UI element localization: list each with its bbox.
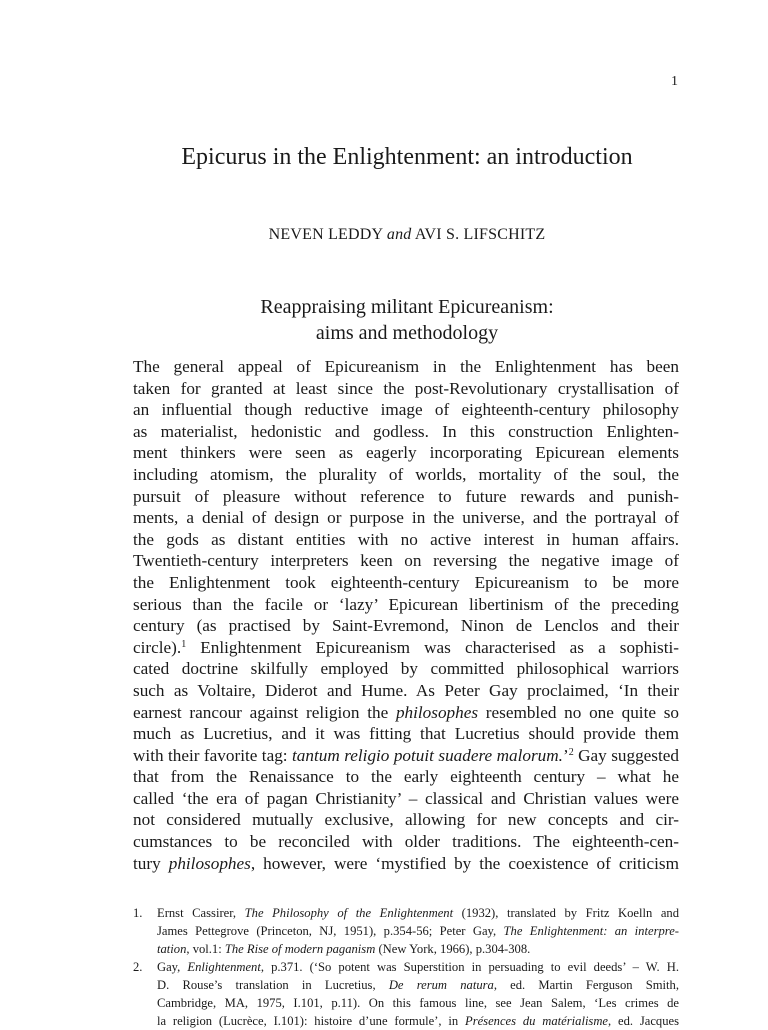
chapter-title: Epicurus in the Enlightenment: an introduction xyxy=(181,144,633,170)
text-run: circle). xyxy=(133,637,182,657)
latin-quotation: tantum religio potuit suadere malorum. xyxy=(292,745,563,765)
text-line: called ‘the era of pagan Christianity’ – classical and Christian values were xyxy=(133,788,679,808)
text-run: Ernst Cassirer, xyxy=(157,906,245,920)
text-line: The general appeal of Epicureanism in the Enlightenment has been xyxy=(133,357,679,376)
text-run: (1932), translated by Fritz Koelln and xyxy=(453,906,680,920)
text-line: the Enlightenment took eighteenth-century Epicureanism to be more xyxy=(133,572,679,592)
text-line: taken for granted at least since the post-Revolutionary crystallisation of xyxy=(133,378,679,398)
section-heading xyxy=(60,294,754,346)
book-title: The Philosophy of the Enlightenment xyxy=(244,906,454,920)
chapter-authors xyxy=(60,226,754,244)
text-line: century (as practised by Saint-Evremond, Ninon de Lenclos and their xyxy=(133,616,679,636)
text-run: ’ xyxy=(562,745,569,765)
text-line xyxy=(133,745,679,767)
text-line: not considered mutually exclusive, allowing for new concepts and cir- xyxy=(133,810,679,830)
text-line: the gods as distant entities with no active interest in human affairs. xyxy=(133,529,679,549)
text-run: , vol.1: xyxy=(186,942,225,956)
text-run: tury xyxy=(133,853,169,873)
author-name: AVI S. LIFSCHITZ xyxy=(414,226,546,243)
text-run: Gay, xyxy=(157,960,188,974)
text-run: , p.371. (‘So potent was Superstition in persuading to evil deeds’ – W. H. xyxy=(260,960,680,974)
footnote-2 xyxy=(133,958,679,1030)
page-number: 1 xyxy=(671,74,678,89)
text-line: that from the Renaissance to the early eighteenth century – what he xyxy=(133,767,679,787)
text-run: resembled no one quite so xyxy=(478,702,679,722)
section-heading-line: Reappraising militant Epicureanism: xyxy=(260,296,554,318)
footnote-line: Cambridge, MA, 1975, I.101, p.11). On this famous line, see Jean Salem, ‘Les crimes de xyxy=(157,996,679,1010)
text-line: serious than the facile or ‘lazy’ Epicurean libertinism of the preceding xyxy=(133,594,679,614)
text-run: Enlightenment Epicureanism was characterised as a sophisti- xyxy=(186,637,679,657)
text-run: , ed. Martin Ferguson Smith, xyxy=(493,978,679,992)
footnote-number: 2. xyxy=(133,960,143,974)
author-name: NEVEN LEDDY xyxy=(268,226,383,243)
book-title: The Rise of modern paganism xyxy=(224,942,376,956)
book-title: tation xyxy=(157,942,187,956)
text-run: (New York, 1966), p.304-308. xyxy=(375,942,531,956)
footnote-ref[interactable]: 1 xyxy=(181,638,187,650)
text-run: , however, were ‘mystified by the coexistence of criticism xyxy=(250,853,679,873)
book-title: Présences du matérialisme xyxy=(465,1014,609,1028)
section-heading-line: aims and methodology xyxy=(315,322,499,344)
text-run: with their favorite tag: xyxy=(133,745,293,765)
footnotes xyxy=(133,904,679,1030)
text-run: Gay suggested xyxy=(573,745,679,765)
italic-term: philosophes xyxy=(168,853,251,873)
italic-term: philosophes xyxy=(395,702,479,722)
footnote-line xyxy=(157,904,679,922)
book-title: Enlightenment xyxy=(187,960,261,974)
text-line xyxy=(133,702,679,724)
text-line: pursuit of pleasure without reference to future rewards and punish- xyxy=(133,486,679,506)
footnote-ref[interactable]: 2 xyxy=(568,746,574,758)
text-line: such as Voltaire, Diderot and Hume. As Peter Gay proclaimed, ‘In their xyxy=(133,680,679,700)
footnote-line xyxy=(157,940,679,958)
body-paragraph xyxy=(133,356,679,874)
text-line xyxy=(133,853,679,875)
footnote-line xyxy=(157,958,679,976)
text-run: D. Rouse’s translation in Lucretius, xyxy=(157,978,389,992)
book-title: De rerum natura xyxy=(388,978,494,992)
text-run: la religion (Lucrèce, I.101): histoire d’une formule’, in xyxy=(157,1014,465,1028)
footnote-number: 1. xyxy=(133,906,143,920)
text-run: earnest rancour against religion the xyxy=(133,702,396,722)
text-run: James Pettegrove (Princeton, NJ, 1951), p.354-56; Peter Gay, xyxy=(157,924,504,938)
book-title: The Enlightenment: an interpre- xyxy=(503,924,679,938)
text-line: cumstances to be reconciled with older traditions. The eighteenth-cen- xyxy=(133,832,679,852)
text-line xyxy=(133,637,679,659)
text-line: including atomism, the plurality of worlds, mortality of the soul, the xyxy=(133,464,679,484)
text-line: much as Lucretius, and it was fitting that Lucretius should provide them xyxy=(133,724,679,744)
text-run: , ed. Jacques xyxy=(608,1014,679,1028)
text-line: cated doctrine skilfully employed by committed philosophical warriors xyxy=(133,659,679,679)
text-line: Twentieth-century interpreters keen on reversing the negative image of xyxy=(133,551,679,571)
text-line: as materialist, hedonistic and godless. In this construction Enlighten- xyxy=(133,421,679,441)
text-line: ment thinkers were seen as eagerly incorporating Epicurean elements xyxy=(133,443,679,463)
author-conjunction: and xyxy=(386,226,412,243)
footnote-line xyxy=(157,1012,679,1030)
text-line: ments, a denial of design or purpose in the universe, and the portrayal of xyxy=(133,508,679,528)
footnote-1 xyxy=(133,904,679,958)
text-line: an influential though reductive image of eighteenth-century philosophy xyxy=(133,400,679,420)
footnote-line xyxy=(157,922,679,940)
footnote-line xyxy=(157,976,679,994)
